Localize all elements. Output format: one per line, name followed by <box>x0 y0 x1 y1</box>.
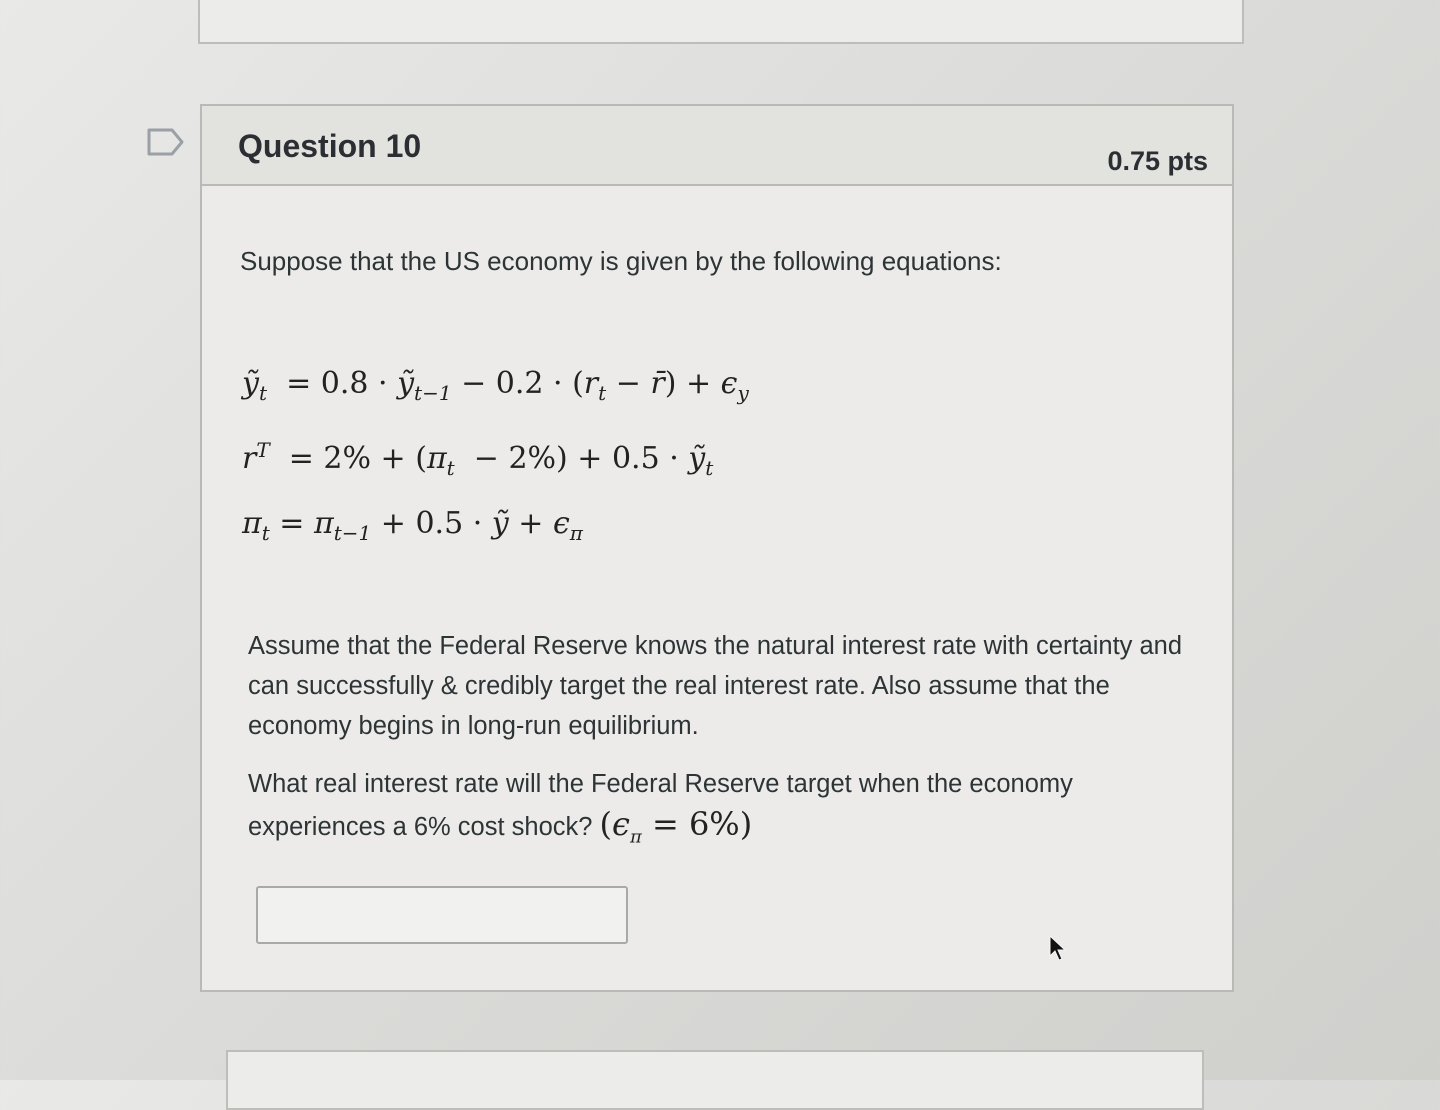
question-card <box>200 104 1234 992</box>
mouse-cursor-icon <box>1046 934 1068 962</box>
assumption-text: Assume that the Federal Reserve knows the natural interest rate with certainty and can successfully & credibly target the real interest rate. Also assume that the economy begins in long-run equilibrium. <box>248 632 1183 740</box>
question-title: Question 10 <box>238 128 422 164</box>
equation-taylor-rule: $r^T = 2\% + (\pi_t - 2\%) + 0.5$ · ỹ$_t$ <box>242 438 714 480</box>
equation-phillips-curve: $\pi_t = \pi_{t-1} + 0.5$ · ỹ + $\epsilon_\pi$ <box>242 506 583 545</box>
flag-question-icon[interactable] <box>146 126 186 158</box>
question-header <box>202 106 1232 186</box>
question-prompt <box>248 764 1198 857</box>
answer-input[interactable] <box>256 886 628 944</box>
equation-output-gap: ỹ$_t$ = 0.8 · ỹ$_{t-1}$ − $0.2 \cdot (r_t$ − r̄) + $\epsilon_y$ <box>242 366 749 405</box>
question-points: 0.75 pts <box>1107 146 1208 176</box>
shock-expression: $(\epsilon_\pi = 6\%)$ <box>599 805 753 848</box>
next-question-card <box>226 1050 1204 1110</box>
previous-question-card <box>198 0 1244 44</box>
question-prompt-text: What real interest rate will the Federal Reserve target when the economy experiences a 6% cost shock? <box>248 770 1073 841</box>
question-body <box>202 186 1232 990</box>
question-intro: Suppose that the US economy is given by the following equations: <box>240 246 1002 276</box>
